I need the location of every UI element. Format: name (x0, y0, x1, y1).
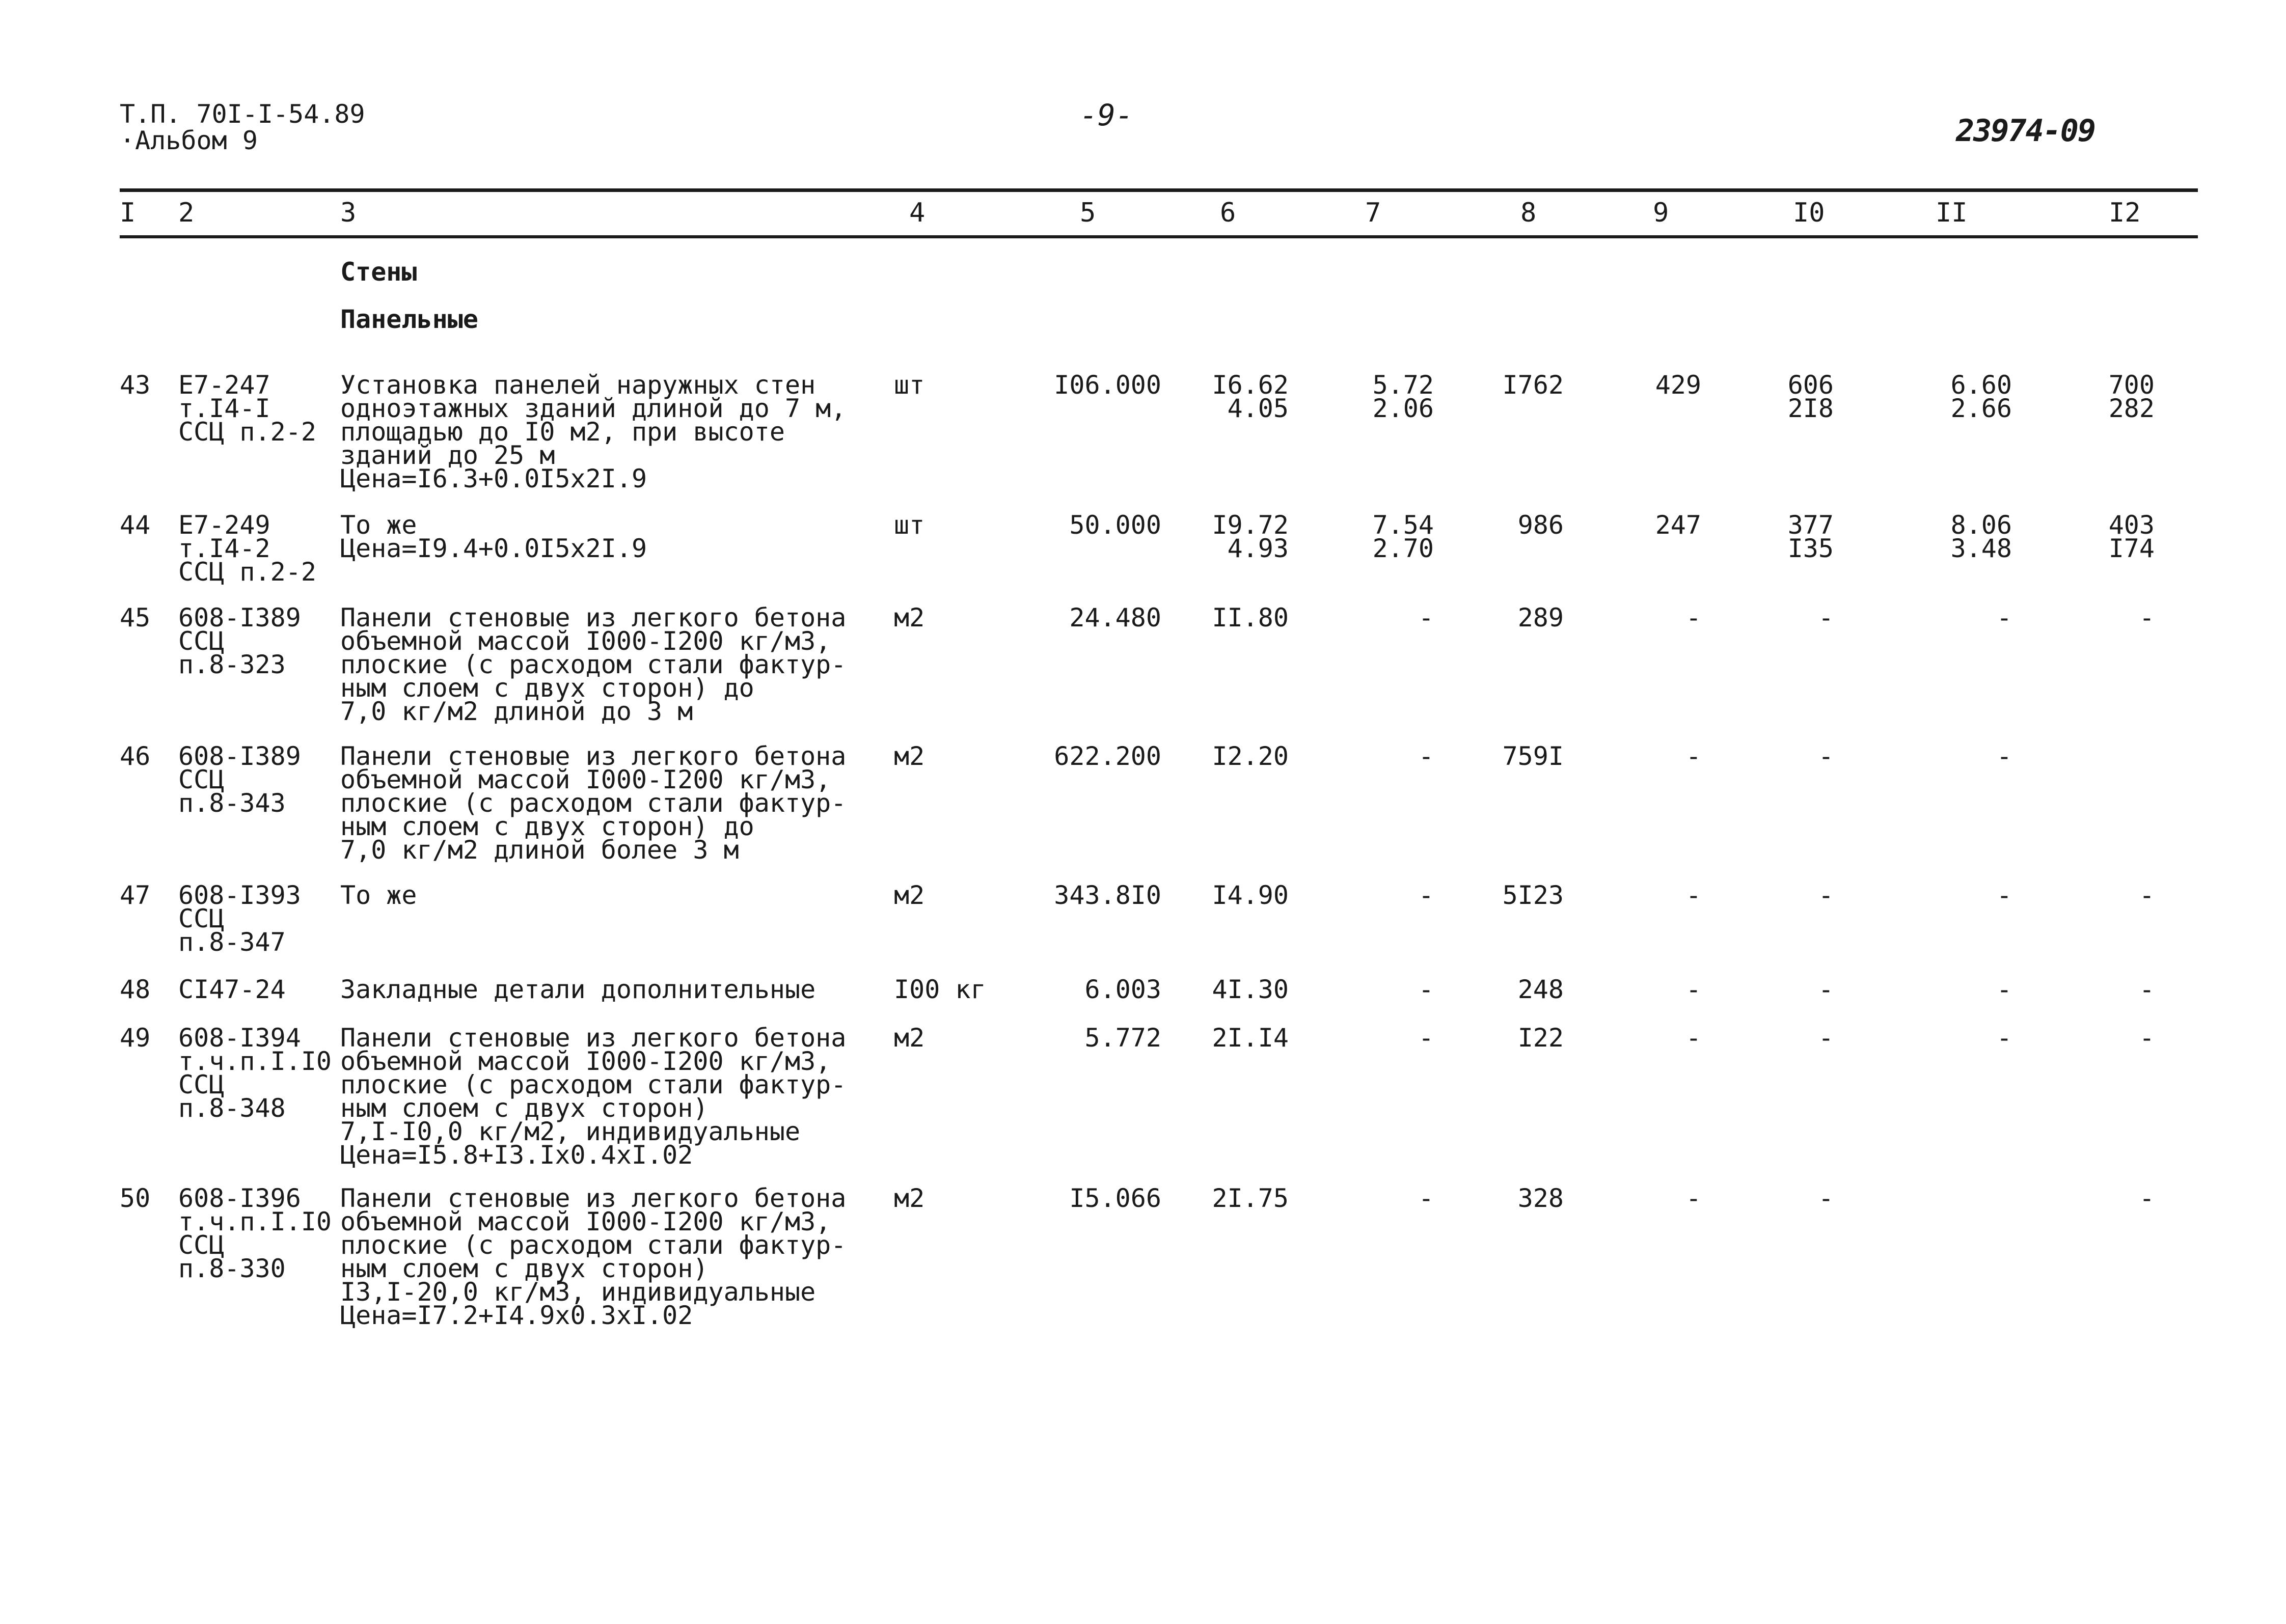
section-subtitle-panel: Панельные (340, 305, 478, 334)
row-quantity: I06.000 (1054, 370, 1161, 400)
column-header-5: 5 (1080, 198, 1096, 228)
row-description-line: Закладные детали дополнительные (340, 975, 816, 1004)
row-col11-line: 8.06 (1950, 510, 2012, 540)
row-number: 48 (120, 975, 151, 1004)
row-code-line: п.8-323 (178, 650, 286, 679)
row-col11 (1859, 370, 2012, 423)
row-description-line: Цена=I6.3+0.0I5х2I.9 (340, 464, 647, 493)
row-col10-line: 606 (1787, 370, 1834, 400)
row-quantity: 50.000 (1069, 510, 1161, 540)
row-col7 (1296, 880, 1434, 910)
row-code (178, 1023, 336, 1123)
row-number: 50 (120, 1183, 151, 1213)
row-col8: I22 (1517, 1023, 1564, 1053)
row-code (178, 741, 336, 818)
row-col11-line: 6.60 (1950, 370, 2012, 400)
row-code-line: ССЦ (178, 1070, 225, 1099)
row-col11-line: 2.66 (1950, 394, 2012, 423)
row-number: 49 (120, 1023, 151, 1053)
row-col7 (1296, 510, 1434, 563)
row-description-line: I3,I-20,0 кг/м3, индивидуальные (340, 1277, 816, 1307)
row-col7-line: 7.54 (1372, 510, 1434, 540)
column-header-4: 4 (909, 198, 926, 228)
row-code-line: 608-I389 (178, 741, 301, 771)
row-quantity: 24.480 (1069, 603, 1161, 632)
row-code (178, 880, 336, 957)
row-col12-line: 403 (2108, 510, 2155, 540)
row-col6 (1146, 880, 1289, 910)
row-col7-line: - (1418, 603, 1434, 632)
row-description-line: То же (340, 510, 417, 540)
row-code-line: ССЦ (178, 904, 225, 933)
row-col9: - (1685, 880, 1701, 910)
table-header-rule (120, 235, 2198, 238)
row-col10-line: 377 (1787, 510, 1834, 540)
row-code-line: т.ч.п.I.I0 (178, 1207, 332, 1236)
row-quantity: 622.200 (1054, 741, 1161, 771)
row-description-line: ным слоем с двух сторон) до (340, 673, 754, 703)
row-col10 (1701, 880, 1834, 910)
row-description (340, 1023, 860, 1170)
row-col10 (1701, 975, 1834, 1004)
row-col6-line: 4I.30 (1212, 975, 1289, 1004)
row-col7 (1296, 1023, 1434, 1053)
row-quantity: 343.8I0 (1054, 880, 1161, 910)
row-description-line: ным слоем с двух сторон) (340, 1254, 709, 1283)
row-col10-line: I35 (1787, 534, 1834, 563)
row-code-line: т.I4-2 (178, 534, 270, 563)
section-title-walls: Стены (340, 257, 417, 287)
row-code-line: ССЦ (178, 765, 225, 794)
row-col9: - (1685, 1183, 1701, 1213)
row-col8: 986 (1517, 510, 1564, 540)
row-col9: - (1685, 603, 1701, 632)
row-code-line: 608-I394 (178, 1023, 301, 1053)
row-col12 (2012, 603, 2155, 632)
row-code-line: Е7-249 (178, 510, 270, 540)
row-code-line: п.8-348 (178, 1093, 286, 1123)
row-col8: 5I23 (1502, 880, 1564, 910)
row-description-line: объемной массой I000-I200 кг/м3, (340, 1047, 831, 1076)
row-unit: м2 (894, 1023, 925, 1053)
row-col8: 328 (1517, 1183, 1564, 1213)
row-col6-line: I9.72 (1212, 510, 1289, 540)
row-col6-line: 2I.I4 (1212, 1023, 1289, 1053)
row-col12 (2012, 1183, 2155, 1213)
row-number: 46 (120, 741, 151, 771)
column-header-3: 3 (340, 198, 357, 228)
row-code-line: ССЦ п.2-2 (178, 417, 316, 447)
column-header-11: II (1936, 198, 1968, 228)
row-description-line: площадью до I0 м2, при высоте (340, 417, 785, 447)
row-col11-line: - (1996, 603, 2012, 632)
row-col12-line: 700 (2108, 370, 2155, 400)
column-header-8: 8 (1520, 198, 1537, 228)
row-code (178, 370, 336, 447)
column-header-9: 9 (1653, 198, 1669, 228)
column-header-7: 7 (1365, 198, 1381, 228)
row-col9: 247 (1655, 510, 1701, 540)
row-unit: шт (894, 370, 925, 400)
row-col8: 289 (1517, 603, 1564, 632)
row-col12-line: - (2139, 975, 2155, 1004)
row-number: 45 (120, 603, 151, 632)
row-col10 (1701, 1023, 1834, 1053)
row-number: 47 (120, 880, 151, 910)
row-quantity: I5.066 (1069, 1183, 1161, 1213)
row-code-line: СI47-24 (178, 975, 286, 1004)
row-unit: м2 (894, 741, 925, 771)
row-col10-line: - (1818, 603, 1834, 632)
document-code-line1: Т.П. 70I-I-54.89 (120, 99, 365, 129)
row-col11-line: - (1996, 1023, 2012, 1053)
row-description-line: объемной массой I000-I200 кг/м3, (340, 626, 831, 656)
row-code-line: т.I4-I (178, 394, 270, 423)
table-top-rule (120, 188, 2198, 192)
row-description-line: плоские (с расходом стали фактур- (340, 788, 847, 818)
row-description-line: плоские (с расходом стали фактур- (340, 1070, 847, 1099)
row-description-line: Установка панелей наружных стен (340, 370, 816, 400)
row-col6-line: I2.20 (1212, 741, 1289, 771)
row-code-line: п.8-330 (178, 1254, 286, 1283)
row-description-line: плоские (с расходом стали фактур- (340, 650, 847, 679)
row-code (178, 510, 336, 587)
row-col11 (1859, 1023, 2012, 1053)
row-description-line: 7,0 кг/м2 длиной более 3 м (340, 835, 739, 865)
row-description-line: 7,I-I0,0 кг/м2, индивидуальные (340, 1117, 801, 1146)
row-col11 (1859, 880, 2012, 910)
row-col10 (1701, 741, 1834, 771)
row-col6 (1146, 1023, 1289, 1053)
row-col10-line: - (1818, 1183, 1834, 1213)
row-unit: I00 кг (894, 975, 986, 1004)
row-col6 (1146, 1183, 1289, 1213)
row-code (178, 1183, 336, 1283)
row-col6-line: I4.90 (1212, 880, 1289, 910)
column-header-10: I0 (1793, 198, 1825, 228)
row-col11 (1859, 510, 2012, 563)
row-col9: - (1685, 975, 1701, 1004)
row-col7-line: 2.70 (1372, 534, 1434, 563)
row-description-line: Панели стеновые из легкого бетона (340, 1183, 847, 1213)
row-code (178, 975, 336, 1004)
row-unit: м2 (894, 1183, 925, 1213)
row-col10 (1701, 603, 1834, 632)
row-code-line: 608-I396 (178, 1183, 301, 1213)
row-col12-line: I74 (2108, 534, 2155, 563)
row-description-line: То же (340, 880, 417, 910)
row-col10 (1701, 1183, 1834, 1213)
row-col7-line: - (1418, 880, 1434, 910)
row-description-line: объемной массой I000-I200 кг/м3, (340, 1207, 831, 1236)
row-col11-line: - (1996, 741, 2012, 771)
row-col12 (2012, 370, 2155, 423)
row-col9: - (1685, 741, 1701, 771)
page-number: -9- (1080, 98, 1133, 132)
row-description (340, 975, 860, 1004)
row-description-line: Панели стеновые из легкого бетона (340, 741, 847, 771)
column-header-1: I (120, 198, 136, 228)
row-number: 43 (120, 370, 151, 400)
row-description (340, 370, 860, 493)
row-code-line: ССЦ п.2-2 (178, 557, 316, 587)
column-header-12: I2 (2109, 198, 2141, 228)
row-col6-line: I6.62 (1212, 370, 1289, 400)
row-code-line: ССЦ (178, 1230, 225, 1260)
row-col11-line: 3.48 (1950, 534, 2012, 563)
row-col10-line: - (1818, 741, 1834, 771)
row-code-line: п.8-347 (178, 927, 286, 957)
row-col6-line: 4.93 (1227, 534, 1289, 563)
row-col12 (2012, 975, 2155, 1004)
row-col12-line: - (2139, 603, 2155, 632)
row-col12 (2012, 1023, 2155, 1053)
row-col6 (1146, 510, 1289, 563)
row-quantity: 5.772 (1084, 1023, 1161, 1053)
row-col12-line: - (2139, 880, 2155, 910)
row-description-line: 7,0 кг/м2 длиной до 3 м (340, 697, 693, 726)
row-description (340, 510, 860, 563)
row-col12-line: - (2139, 1023, 2155, 1053)
row-unit: м2 (894, 880, 925, 910)
row-col8: 248 (1517, 975, 1564, 1004)
row-col6-line: II.80 (1212, 603, 1289, 632)
row-col7-line: - (1418, 741, 1434, 771)
row-description (340, 880, 860, 910)
column-header-6: 6 (1220, 198, 1236, 228)
row-col10 (1701, 510, 1834, 563)
column-header-2: 2 (178, 198, 195, 228)
row-col9: 429 (1655, 370, 1701, 400)
row-description-line: Панели стеновые из легкого бетона (340, 1023, 847, 1053)
row-col7 (1296, 975, 1434, 1004)
row-col6-line: 2I.75 (1212, 1183, 1289, 1213)
row-description-line: Цена=I7.2+I4.9х0.3хI.02 (340, 1301, 693, 1330)
row-description-line: объемной массой I000-I200 кг/м3, (340, 765, 831, 794)
row-col11 (1859, 741, 2012, 771)
row-description-line: зданий до 25 м (340, 441, 555, 470)
row-col7-line: - (1418, 975, 1434, 1004)
row-col7 (1296, 1183, 1434, 1213)
row-description-line: Цена=I5.8+I3.Iх0.4хI.02 (340, 1140, 693, 1170)
row-col12 (2012, 510, 2155, 563)
row-col10-line: - (1818, 975, 1834, 1004)
row-description-line: ным слоем с двух сторон) до (340, 812, 754, 841)
row-col12-line: - (2139, 1183, 2155, 1213)
row-description (340, 1183, 860, 1330)
row-col7-line: 5.72 (1372, 370, 1434, 400)
row-description-line: Цена=I9.4+0.0I5х2I.9 (340, 534, 647, 563)
row-code-line: Е7-247 (178, 370, 270, 400)
row-code-line: 608-I393 (178, 880, 301, 910)
document-code (120, 101, 365, 154)
row-col11-line: - (1996, 975, 2012, 1004)
row-col11-line: - (1996, 880, 2012, 910)
row-col6 (1146, 975, 1289, 1004)
row-col7-line: 2.06 (1372, 394, 1434, 423)
row-number: 44 (120, 510, 151, 540)
row-col7-line: - (1418, 1023, 1434, 1053)
row-description-line: плоские (с расходом стали фактур- (340, 1230, 847, 1260)
row-col12 (2012, 880, 2155, 910)
row-col6 (1146, 603, 1289, 632)
row-code-line: т.ч.п.I.I0 (178, 1047, 332, 1076)
row-quantity: 6.003 (1084, 975, 1161, 1004)
row-col7 (1296, 370, 1434, 423)
row-unit: м2 (894, 603, 925, 632)
row-code-line: 608-I389 (178, 603, 301, 632)
row-col12-line: 282 (2108, 394, 2155, 423)
row-col8: I762 (1502, 370, 1564, 400)
row-col10-line: 2I8 (1787, 394, 1834, 423)
row-col10 (1701, 370, 1834, 423)
row-code-line: п.8-343 (178, 788, 286, 818)
row-description (340, 603, 860, 726)
row-col7 (1296, 603, 1434, 632)
row-description-line: одноэтажных зданий длиной до 7 м, (340, 394, 847, 423)
row-col9: - (1685, 1023, 1701, 1053)
row-col7 (1296, 741, 1434, 771)
row-description-line: Панели стеновые из легкого бетона (340, 603, 847, 632)
album-label: ·Альбом 9 (120, 126, 258, 155)
row-col8: 759I (1502, 741, 1564, 771)
row-col7-line: - (1418, 1183, 1434, 1213)
row-col6 (1146, 741, 1289, 771)
handwritten-stamp: 23974-09 (1956, 113, 2095, 149)
row-col11 (1859, 603, 2012, 632)
row-col10-line: - (1818, 880, 1834, 910)
row-col10-line: - (1818, 1023, 1834, 1053)
row-col6 (1146, 370, 1289, 423)
row-description (340, 741, 860, 865)
row-code (178, 603, 336, 679)
row-col11 (1859, 975, 2012, 1004)
row-code-line: ССЦ (178, 626, 225, 656)
row-unit: шт (894, 510, 925, 540)
row-description-line: ным слоем с двух сторон) (340, 1093, 709, 1123)
row-col6-line: 4.05 (1227, 394, 1289, 423)
